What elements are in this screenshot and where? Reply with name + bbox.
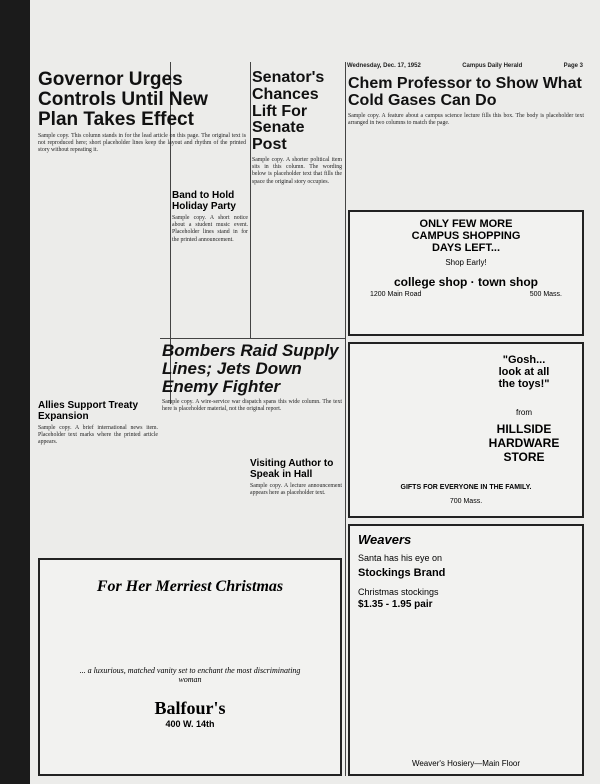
- article-6-body: Sample copy. A brief international news item. Placeholder text marks where the printed article appears.: [38, 425, 158, 446]
- article-1-headline: Governor Urges Controls Until New Plan Takes Effect: [38, 70, 208, 130]
- ad-shops-addr2: 500 Mass.: [529, 291, 562, 298]
- article-7-headline: Visiting Author to Speak in Hall: [250, 458, 334, 480]
- ad-shops-cta: Shop Early!: [445, 258, 487, 267]
- ad-gifts: [38, 558, 342, 776]
- article-3: [348, 76, 584, 202]
- ad-hardware: [348, 342, 584, 518]
- header-page: Page 3: [563, 63, 583, 69]
- ad-gifts-store: Balfour's: [154, 698, 226, 718]
- article-7-body: Sample copy. A lecture announcement appears here as placeholder text.: [250, 483, 342, 497]
- article-7: [250, 458, 342, 552]
- article-2-headline: Senator's Chances Lift For Senate Post: [252, 70, 325, 154]
- ad-hosiery-brand: Weavers: [358, 532, 412, 547]
- ad-hardware-tag: GIFTS FOR EVERYONE IN THE FAMILY.: [400, 484, 532, 491]
- ad-shops-line3: DAYS LEFT...: [431, 242, 501, 254]
- ad-hosiery-line1: Santa has his eye on: [358, 553, 443, 563]
- article-3-body: Sample copy. A feature about a campus science lecture fills this box. The body is placeholder text arranged in two columns to match the page.: [348, 112, 584, 126]
- article-2-body: Sample copy. A shorter political item sits in this column. The wording below is placeholder text that fills the space the original story occupies.: [252, 156, 342, 185]
- article-2: [252, 70, 342, 332]
- article-3-headline: Chem Professor to Show What Cold Gases Can Do: [348, 76, 582, 109]
- article-4-headline: Band to Hold Holiday Party: [172, 190, 236, 212]
- ad-hosiery-line2: Christmas stockings: [358, 587, 439, 597]
- ad-shops-name: college shop · town shop: [394, 275, 538, 289]
- ad-gifts-addr: 400 W. 14th: [165, 719, 215, 729]
- ad-gifts-tagline: ... a luxurious, matched vanity set to enchant the most discriminating woman: [79, 666, 301, 684]
- ad-shops-addr1: 1200 Main Road: [370, 291, 422, 298]
- article-4: [172, 190, 248, 330]
- ad-hosiery: [348, 524, 584, 776]
- ad-hardware-quote: "Gosh... look at all the toys!": [498, 354, 550, 390]
- article-1-body: Sample copy. This column stands in for the lead article on this page. The original text is not reproduced here; short placeholder lines keep the layout and rhythm of the printed story without repeating it.: [38, 132, 246, 154]
- article-4-body: Sample copy. A short notice about a student music event. Placeholder lines stand in for the printed announcement.: [172, 215, 248, 243]
- ad-hardware-addr: 700 Mass.: [449, 498, 483, 505]
- header-date: Wednesday, Dec. 17, 1952: [347, 63, 421, 69]
- ad-hosiery-product: Stockings Brand: [358, 567, 446, 579]
- ad-hosiery-footer: Weaver's Hosiery—Main Floor: [411, 759, 521, 768]
- ad-hosiery-price: $1.35 - 1.95 pair: [358, 599, 433, 610]
- article-5-headline: Bombers Raid Supply Lines; Jets Down Enemy Fighter: [162, 342, 339, 396]
- ad-hardware-store: HILLSIDE HARDWARE STORE: [488, 422, 560, 464]
- ad-shops-line2: CAMPUS SHOPPING: [411, 230, 521, 242]
- ad-gifts-headline: For Her Merriest Christmas: [96, 578, 284, 595]
- article-6: [38, 400, 158, 550]
- ad-shops: [348, 210, 584, 336]
- page-header: [347, 63, 583, 69]
- left-binding-band: [0, 0, 30, 784]
- article-5-body: Sample copy. A wire-service war dispatch spans this wide column. The text here is placeholder material, not the original report.: [162, 398, 342, 412]
- header-paper: Campus Daily Herald: [462, 63, 523, 69]
- ad-hardware-from: from: [516, 408, 532, 417]
- ad-shops-line1: ONLY FEW MORE: [419, 218, 513, 230]
- article-6-headline: Allies Support Treaty Expansion: [38, 400, 139, 422]
